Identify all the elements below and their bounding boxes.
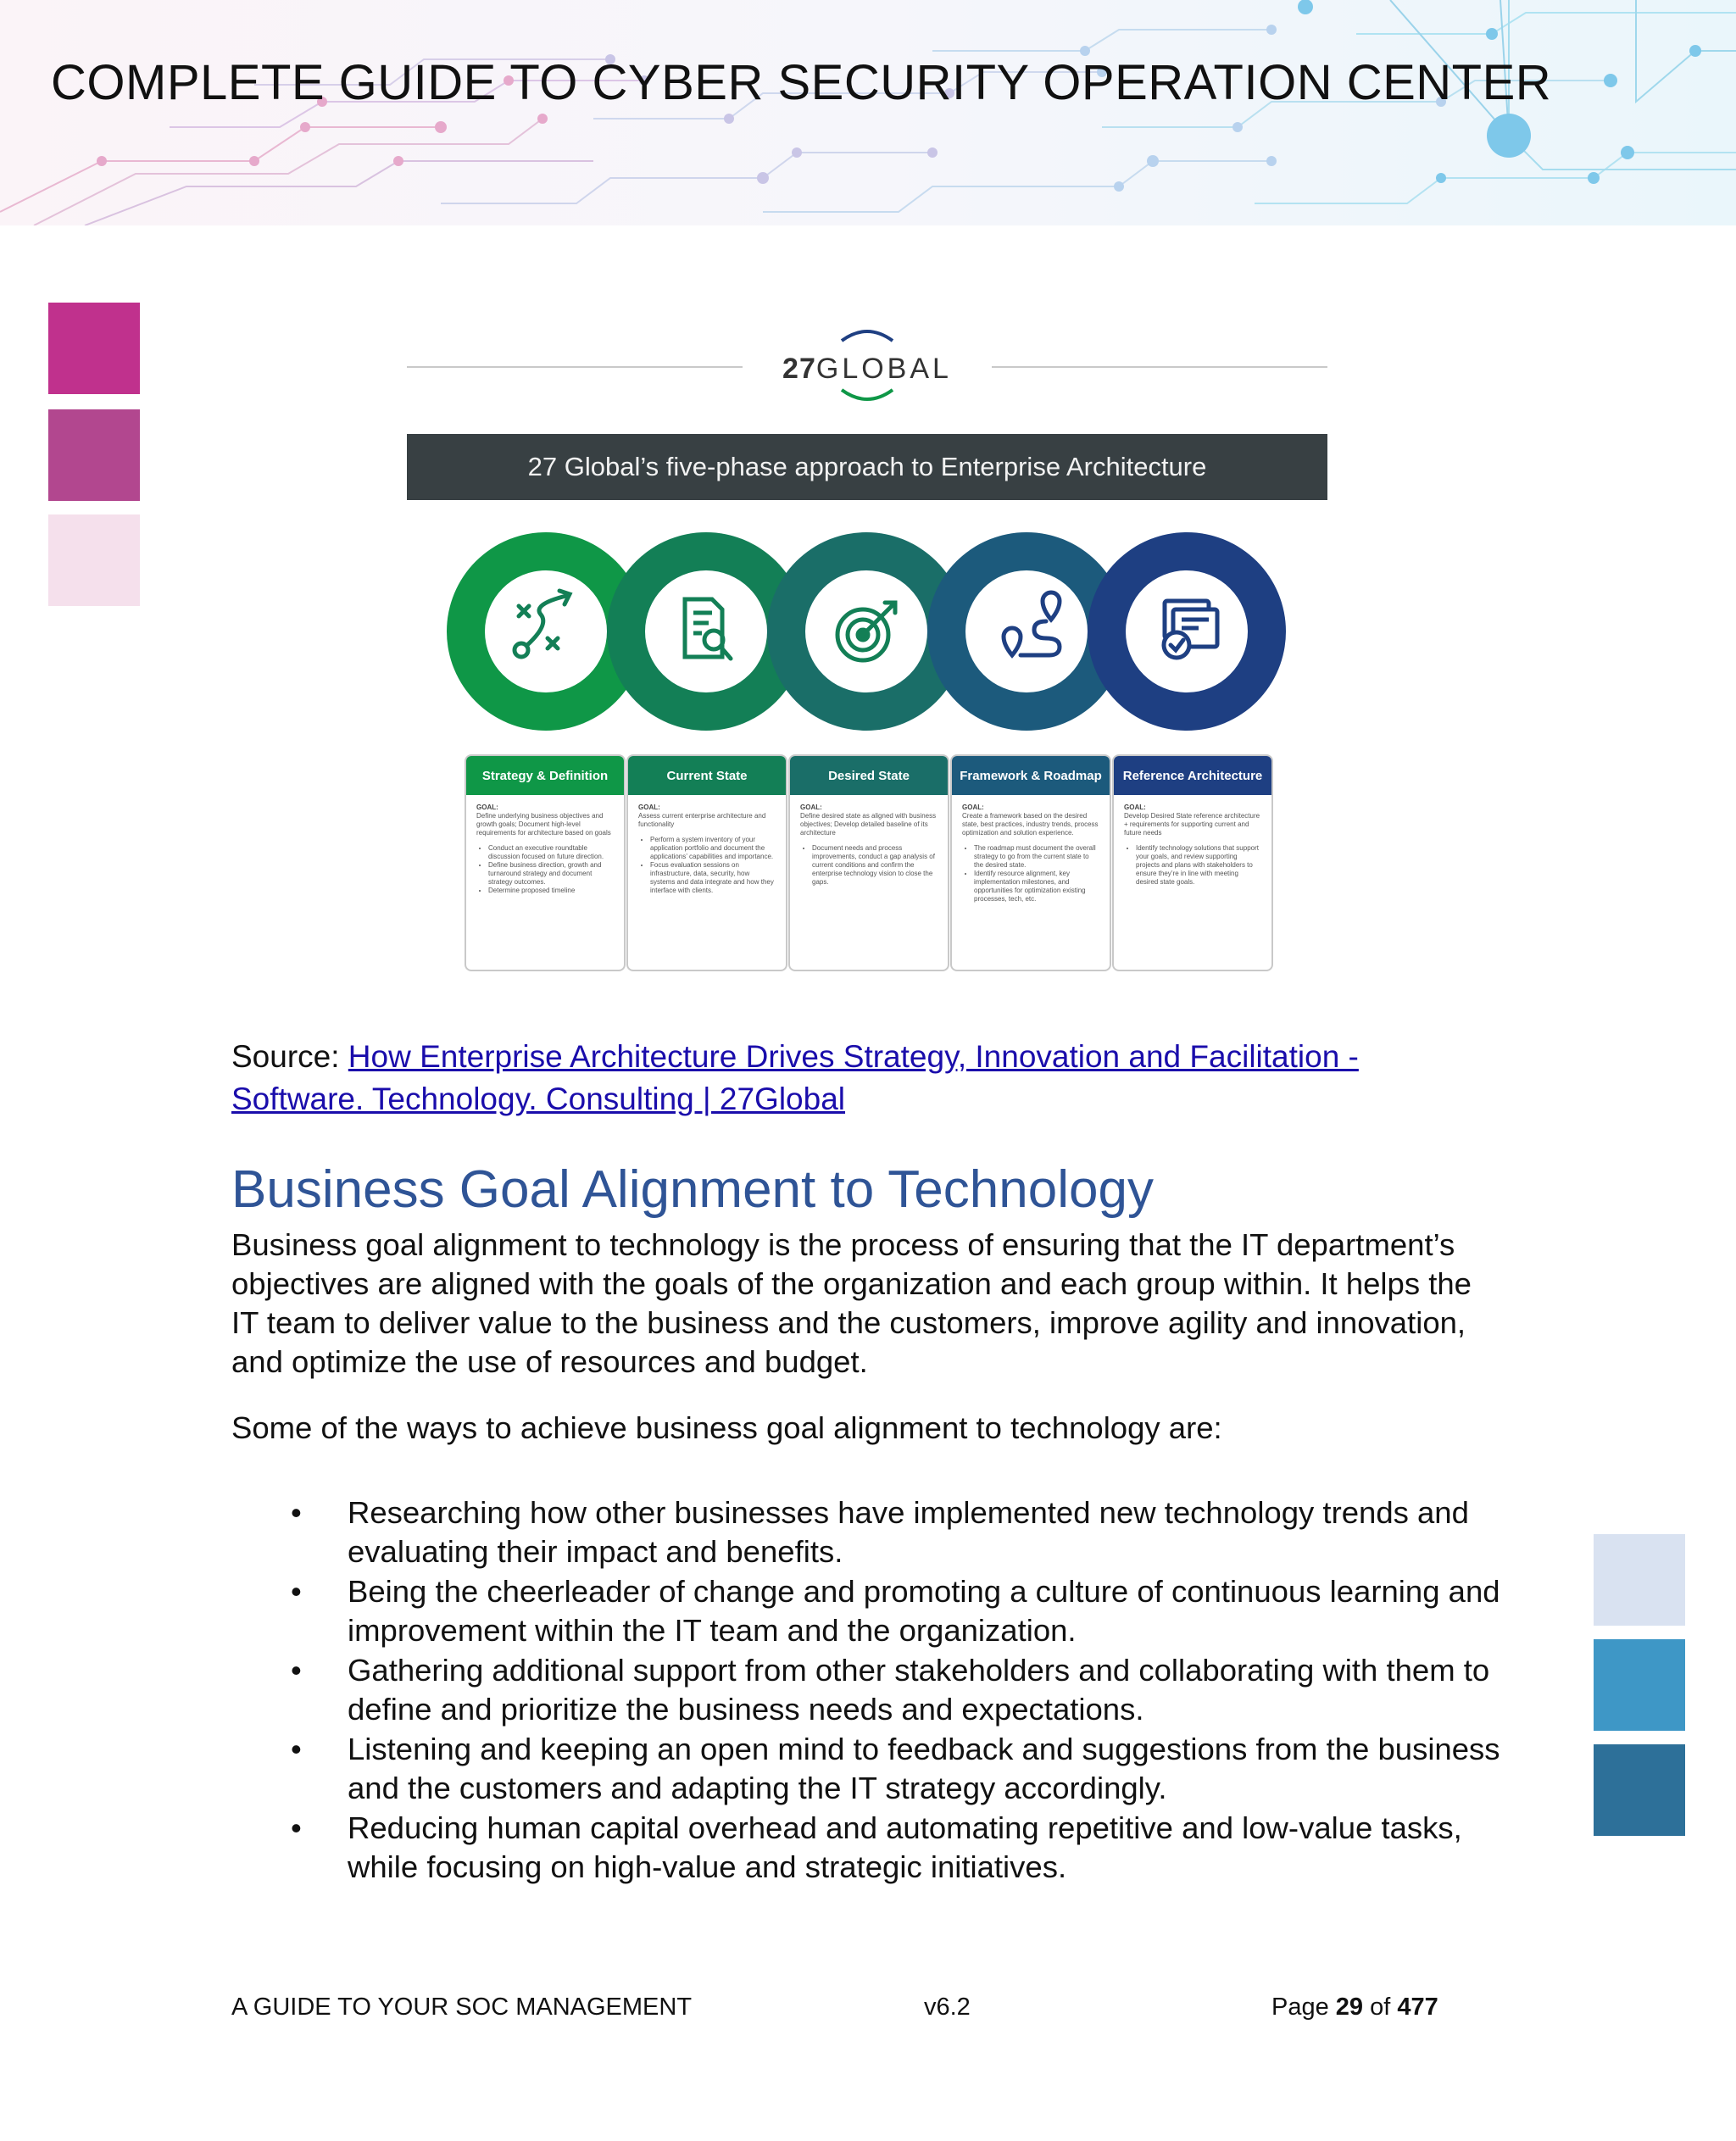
bullet-dot: • (291, 1732, 302, 1766)
source-link[interactable]: How Enterprise Architecture Drives Strategy, Innovation and Facilitation - Software. Technology. Consulting | 27Global (231, 1039, 1359, 1116)
decor-square-left-3 (48, 514, 140, 606)
bullet-dot: • (291, 1810, 302, 1845)
phase-title-4: Framework & Roadmap (952, 756, 1110, 795)
phase-bullet: • Identify technology solutions that support your goals, and review supporting projects and plans with stakeholders to ensure they’re in line with meeting desired state goals. (1136, 844, 1261, 887)
decor-square-right-1 (1594, 1534, 1685, 1626)
logo-rule-right (992, 366, 1327, 368)
phase-bullet: • Document needs and process improvements, conduct a gap analysis of current conditions and confirm the enterprise technology vision to close the gaps. (812, 844, 938, 887)
phase-bullet: • Determine proposed timeline (488, 887, 614, 895)
phase-goal-label-3: GOAL: (800, 804, 822, 811)
list-item (231, 1730, 1511, 1808)
phase-bullet: • Conduct an executive roundtable discussion focused on future direction. (488, 844, 614, 861)
list-item (231, 1809, 1511, 1887)
logo-wordmark (778, 353, 956, 386)
circuit-pattern-decoration (0, 0, 1736, 225)
phase-title-3: Desired State (790, 756, 948, 795)
logo-rule-left (407, 366, 743, 368)
phase-bullet: • Perform a system inventory of your application portfolio and document the applications’ capabilities and importance. (650, 836, 776, 861)
footer-page-total: 477 (1397, 1994, 1438, 2021)
phase-goal-3: Define desired state as aligned with business objectives; Develop detailed baseline of its architecture (800, 812, 937, 837)
list-item-text: Listening and keeping an open mind to feedback and suggestions from the business and the customers and adapting the IT strategy accordingly. (348, 1732, 1500, 1805)
section-heading: Business Goal Alignment to Technology (231, 1160, 1154, 1219)
bullet-dot: • (291, 1653, 302, 1688)
header-banner (0, 0, 1736, 225)
phase-bullet: • The roadmap must document the overall strategy to go from the current state to the desired state. (974, 844, 1099, 870)
list-item-text: Being the cheerleader of change and promoting a culture of continuous learning and improvement within the IT team and the organization. (348, 1574, 1500, 1648)
bullet-dot: • (291, 1495, 302, 1530)
phase-goal-2: Assess current enterprise architecture and functionality (638, 812, 766, 828)
phase-goal-1: Define underlying business objectives and growth goals; Document high-level requirements for architecture based on goals (476, 812, 611, 837)
list-item (231, 1493, 1511, 1571)
footer-version: v6.2 (924, 1994, 971, 2021)
phase-card-1 (465, 754, 626, 971)
phase-title-2: Current State (628, 756, 786, 795)
footer-of-label: of (1370, 1994, 1391, 2021)
enterprise-architecture-figure (405, 322, 1329, 975)
phase-goal-label-1: GOAL: (476, 804, 498, 811)
bullet-dot: • (291, 1574, 302, 1609)
decor-square-left-1 (48, 303, 140, 394)
source-label: Source: (231, 1039, 340, 1074)
phase-card-5 (1112, 754, 1273, 971)
footer-page-number (1271, 1994, 1438, 2021)
phase-goal-4: Create a framework based on the desired state, best practices, industry trends, process optimization and solution experience. (962, 812, 1099, 837)
phase-goal-5: Develop Desired State reference architecture + requirements for supporting current and future needs (1124, 812, 1260, 837)
list-item (231, 1572, 1511, 1650)
phase-circles (405, 530, 1329, 742)
decor-square-right-2 (1594, 1639, 1685, 1731)
phase-bullet: • Identify resource alignment, key implementation milestones, and opportunities for optimization existing processes, tech, etc. (974, 870, 1099, 904)
list-item-text: Reducing human capital overhead and automating repetitive and low-value tasks, while focusing on high-value and strategic initiatives. (348, 1810, 1462, 1884)
figure-banner: 27 Global’s five-phase approach to Enterprise Architecture (407, 434, 1327, 500)
phase-bullet: • Focus evaluation sessions on infrastructure, data, security, how systems and data integrate and how they interface with clients. (650, 861, 776, 895)
logo-number: 27 (782, 353, 816, 385)
phase-title-1: Strategy & Definition (466, 756, 624, 795)
source-citation (231, 1036, 1435, 1121)
phase-bullet: • Define business direction, growth and turnaround strategy and document strategy outcomes. (488, 861, 614, 887)
body-paragraph: Business goal alignment to technology is the process of ensuring that the IT department’s objectives are aligned with the goals of the organization and each group within. It helps the IT team to deliver value to the business and the customers, improve agility and innovation, and optimize the use of resources and budget. (231, 1227, 1472, 1379)
phase-card-3 (788, 754, 949, 971)
phase-goal-label-5: GOAL: (1124, 804, 1146, 811)
list-item-text: Gathering additional support from other stakeholders and collaborating with them to define and prioritize the business needs and expectations. (348, 1653, 1490, 1727)
decor-square-left-2 (48, 409, 140, 501)
phase-title-5: Reference Architecture (1114, 756, 1271, 795)
phase-card-2 (626, 754, 787, 971)
footer-guide-title: A GUIDE TO YOUR SOC MANAGEMENT (231, 1994, 693, 2021)
list-intro: Some of the ways to achieve business goal alignment to technology are: (231, 1410, 1222, 1445)
document-title: COMPLETE GUIDE TO CYBER SECURITY OPERATION CENTER (51, 55, 1552, 110)
list-item (231, 1651, 1511, 1729)
phase-card-4 (950, 754, 1111, 971)
decor-square-right-3 (1594, 1744, 1685, 1836)
phase-goal-label-4: GOAL: (962, 804, 984, 811)
logo-word: GLOBAL (815, 353, 952, 385)
phase-goal-label-2: GOAL: (638, 804, 660, 811)
list-item-text: Researching how other businesses have implemented new technology trends and evaluating their impact and benefits. (348, 1495, 1469, 1569)
bullet-list (231, 1493, 1511, 1888)
footer-page-label: Page (1271, 1994, 1329, 2021)
footer-page-current: 29 (1335, 1994, 1364, 2021)
